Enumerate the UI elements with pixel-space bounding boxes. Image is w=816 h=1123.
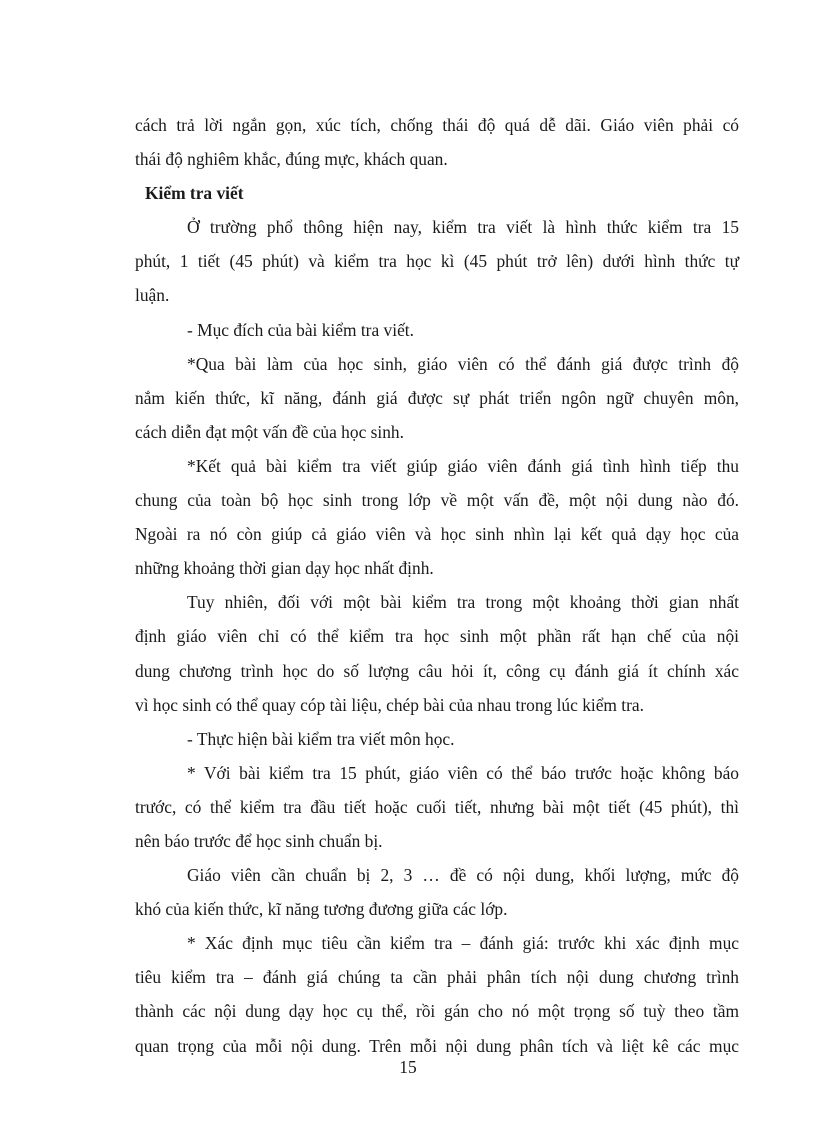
paragraph-line: trước, có thể kiểm tra đầu tiết hoặc cuối tiết, nhưng bài một tiết (45 phút), thì	[135, 796, 739, 817]
paragraph-line: - Mục đích của bài kiểm tra viết.	[187, 319, 414, 340]
page-number: 15	[399, 1057, 417, 1077]
paragraph-line: nắm kiến thức, kĩ năng, đánh giá được sự phát triển ngôn ngữ chuyên môn,	[135, 387, 739, 408]
paragraph-line: khó của kiến thức, kĩ năng tương đương giữa các lớp.	[135, 899, 508, 920]
paragraph-line: thành các nội dung dạy học cụ thể, rồi gán cho nó một trọng số tuỳ theo tầm	[135, 1001, 739, 1022]
paragraph-line: Giáo viên cần chuẩn bị 2, 3 … đề có nội dung, khối lượng, mức độ	[187, 865, 739, 886]
document-body	[135, 108, 739, 1063]
paragraph-line: Ở trường phổ thông hiện nay, kiểm tra viết là hình thức kiểm tra 15	[187, 217, 739, 238]
paragraph-line: định giáo viên chỉ có thể kiểm tra học sinh một phần rất hạn chế của nội	[135, 626, 739, 647]
paragraph-line: * Với bài kiểm tra 15 phút, giáo viên có thể báo trước hoặc không báo	[187, 762, 739, 783]
section-heading: Kiểm tra viết	[145, 183, 244, 204]
paragraph-line: nên báo trước để học sinh chuẩn bị.	[135, 830, 383, 851]
paragraph-line: cách diễn đạt một vấn đề của học sinh.	[135, 421, 404, 442]
paragraph-line: *Kết quả bài kiểm tra viết giúp giáo viên đánh giá tình hình tiếp thu	[187, 455, 739, 476]
paragraph-line: vì học sinh có thể quay cóp tài liệu, chép bài của nhau trong lúc kiểm tra.	[135, 694, 644, 715]
paragraph-line: chung của toàn bộ học sinh trong lớp về một vấn đề, một nội dung nào đó.	[135, 490, 739, 511]
paragraph-line: thái độ nghiêm khắc, đúng mực, khách quan.	[135, 149, 448, 170]
paragraph-line: Ngoài ra nó còn giúp cả giáo viên và học sinh nhìn lại kết quả dạy học của	[135, 524, 739, 545]
paragraph-line: phút, 1 tiết (45 phút) và kiểm tra học kì (45 phút trở lên) dưới hình thức tự	[135, 251, 739, 272]
paragraph-line: cách trả lời ngắn gọn, xúc tích, chống thái độ quá dễ dãi. Giáo viên phải có	[135, 115, 739, 135]
paragraph-line: dung chương trình học do số lượng câu hỏi ít, công cụ đánh giá ít chính xác	[135, 660, 739, 681]
paragraph-line: - Thực hiện bài kiểm tra viết môn học.	[187, 728, 455, 749]
paragraph-line: *Qua bài làm của học sinh, giáo viên có thể đánh giá được trình độ	[187, 353, 739, 374]
paragraph-line: Tuy nhiên, đối với một bài kiểm tra trong một khoảng thời gian nhất	[187, 592, 739, 613]
paragraph-line: tiêu kiểm tra – đánh giá chúng ta cần phải phân tích nội dung chương trình	[135, 967, 739, 988]
paragraph-line: quan trọng của mỗi nội dung. Trên mỗi nội dung phân tích và liệt kê các mục	[135, 1035, 739, 1056]
paragraph-line: những khoảng thời gian dạy học nhất định.	[135, 558, 434, 579]
paragraph-line: luận.	[135, 285, 170, 306]
paragraph-line: * Xác định mục tiêu cần kiểm tra – đánh giá: trước khi xác định mục	[187, 933, 739, 954]
